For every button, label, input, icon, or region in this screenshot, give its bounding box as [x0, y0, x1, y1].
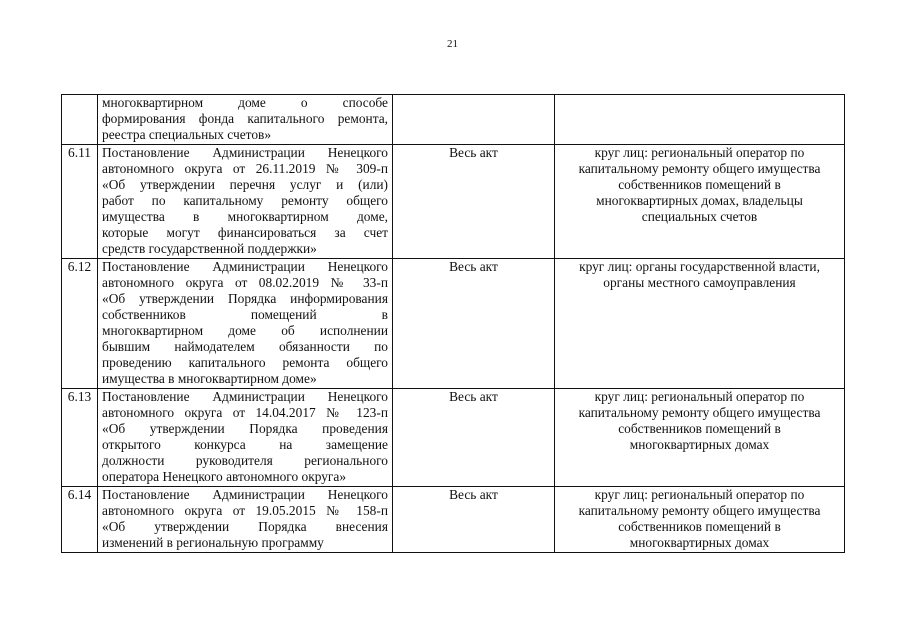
affected-persons-cell	[555, 95, 845, 145]
affected-persons-line: капитальному ремонту общего имущества	[578, 405, 821, 420]
act-title-line: открытого конкурса на замещение	[102, 437, 388, 452]
act-title-line: работ по капитальному ремонту общего	[102, 193, 388, 208]
act-title-line: имущества в многоквартирном доме»	[102, 371, 317, 386]
page-number: 21	[447, 38, 458, 50]
act-scope-cell: Весь акт	[393, 259, 555, 389]
affected-persons-line: собственников помещений в	[618, 177, 781, 192]
act-title-line: автономного округа от 08.02.2019 № 33-п	[102, 275, 388, 290]
act-title-line: бывшим наймодателем обязанности по	[102, 339, 388, 354]
act-title-line: Постановление Администрации Ненецкого	[102, 145, 388, 160]
act-title-line: которые могут финансироваться за счет	[102, 225, 388, 240]
table-row	[62, 259, 845, 389]
act-title-line: Постановление Администрации Ненецкого	[102, 487, 388, 502]
act-title-cell	[98, 259, 393, 389]
act-title-line: проведению капитального ремонта общего	[102, 355, 388, 370]
table-row	[62, 95, 845, 145]
table-row	[62, 389, 845, 487]
affected-persons-line: многоквартирных домах	[629, 535, 770, 550]
row-number-cell: 6.13	[62, 389, 98, 487]
affected-persons-line: многоквартирных домах	[629, 437, 770, 452]
act-title-line: автономного округа от 26.11.2019 № 309-п	[102, 161, 388, 176]
act-scope-cell	[393, 95, 555, 145]
affected-persons-line: круг лиц: региональный оператор по	[594, 487, 805, 502]
act-title-line: средств государственной поддержки»	[102, 241, 317, 256]
row-number-cell: 6.11	[62, 145, 98, 259]
act-title-line: «Об утверждении Порядка проведения	[102, 421, 388, 436]
act-title-line: многоквартирном доме о способе	[102, 95, 388, 110]
affected-persons-cell	[555, 487, 845, 553]
act-title-line: «Об утверждении Порядка внесения	[102, 519, 388, 534]
table-row	[62, 145, 845, 259]
row-number-cell: 6.12	[62, 259, 98, 389]
row-number-cell	[62, 95, 98, 145]
affected-persons-line: капитальному ремонту общего имущества	[578, 161, 821, 176]
affected-persons-line: специальных счетов	[641, 209, 758, 224]
affected-persons-line: собственников помещений в	[618, 421, 781, 436]
act-scope-cell: Весь акт	[393, 389, 555, 487]
act-title-cell	[98, 487, 393, 553]
affected-persons-line: органы местного самоуправления	[603, 275, 796, 290]
act-title-line: собственников помещений в	[102, 307, 388, 322]
act-title-cell	[98, 389, 393, 487]
affected-persons-cell	[555, 145, 845, 259]
acts-table	[61, 94, 845, 553]
act-title-line: оператора Ненецкого автономного округа»	[102, 469, 347, 484]
act-scope-cell: Весь акт	[393, 487, 555, 553]
affected-persons-line: круг лиц: органы государственной власти,	[579, 259, 820, 274]
act-title-cell	[98, 95, 393, 145]
act-title-line: «Об утверждении перечня услуг и (или)	[102, 177, 388, 192]
act-title-line: изменений в региональную программу	[102, 535, 324, 550]
affected-persons-line: многоквартирных домах, владельцы	[596, 193, 803, 208]
act-title-line: реестра специальных счетов»	[102, 127, 272, 142]
affected-persons-line: собственников помещений в	[618, 519, 781, 534]
act-title-line: Постановление Администрации Ненецкого	[102, 389, 388, 404]
affected-persons-line: круг лиц: региональный оператор по	[594, 389, 805, 404]
act-title-line: «Об утверждении Порядка информирования	[102, 291, 388, 306]
act-title-cell	[98, 145, 393, 259]
act-title-line: автономного округа от 14.04.2017 № 123-п	[102, 405, 388, 420]
row-number-cell: 6.14	[62, 487, 98, 553]
acts-table-body	[62, 95, 845, 553]
act-title-line: формирования фонда капитального ремонта,	[102, 111, 388, 126]
affected-persons-cell	[555, 259, 845, 389]
act-title-line: многоквартирном доме об исполнении	[102, 323, 388, 338]
act-scope-cell: Весь акт	[393, 145, 555, 259]
act-title-line: имущества в многоквартирном доме,	[102, 209, 388, 224]
act-title-line: автономного округа от 19.05.2015 № 158-п	[102, 503, 388, 518]
act-title-line: Постановление Администрации Ненецкого	[102, 259, 388, 274]
affected-persons-line: круг лиц: региональный оператор по	[594, 145, 805, 160]
affected-persons-cell	[555, 389, 845, 487]
table-row	[62, 487, 845, 553]
act-title-line: должности руководителя регионального	[102, 453, 388, 468]
affected-persons-line: капитальному ремонту общего имущества	[578, 503, 821, 518]
